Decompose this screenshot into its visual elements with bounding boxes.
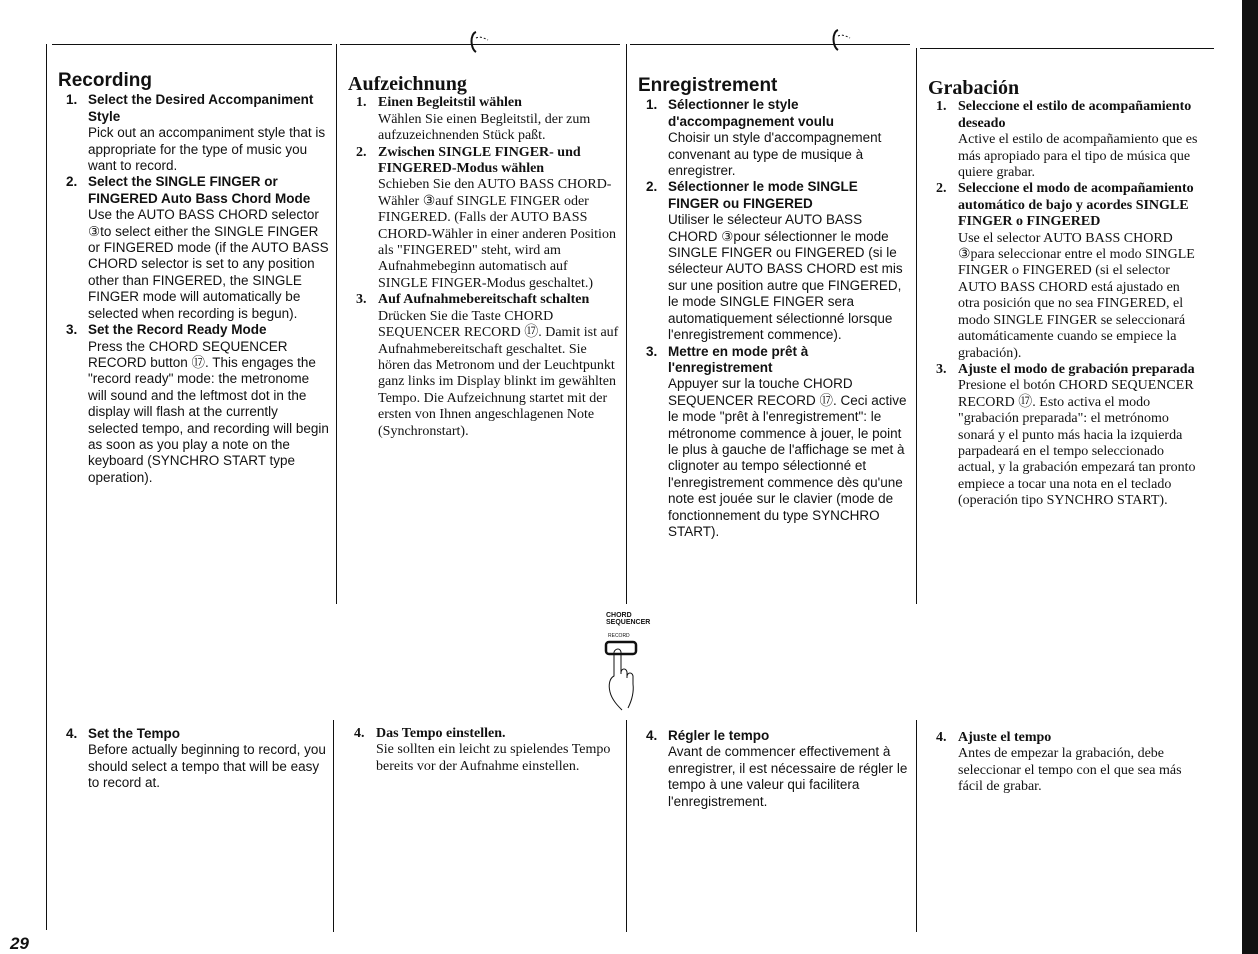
step-title: Seleccione el modo de acompañamiento automático de bajo y acordes SINGLE FINGER o FINGERED xyxy=(958,181,1194,230)
step-body: Avant de commencer effectivement à enregistrer, il est nécessaire de régler le tempo à une valeur qui facilitera l'enregistrement. xyxy=(668,744,908,809)
step-number: 2. xyxy=(356,144,367,160)
step-number: 1. xyxy=(646,97,658,113)
section-heading: Enregistrement xyxy=(638,75,778,96)
step-title: Set the Record Ready Mode xyxy=(88,322,267,338)
step-title: Ajuste el modo de grabación preparada xyxy=(958,361,1195,377)
top-rule-3 xyxy=(630,44,910,45)
vertical-rule-3b xyxy=(626,720,627,932)
list-item xyxy=(928,99,1202,181)
step-body: Pick out an accompaniment style that is appropriate for the type of music you want to record. xyxy=(88,125,326,174)
column-french xyxy=(638,75,912,540)
step-body: Appuyer sur la touche CHORD SEQUENCER RECORD ⑰. Ceci active le mode "prêt à l'enregistrement": le métronome commence à jouer, le point le plus à gauche de l'affichage se met à clignoter au tempo sélectionné et l'enregistrement commence dès qu'une note est jouée sur le clavier (mode de fonctionnement du type SYNCHRO START). xyxy=(668,376,907,539)
list-item xyxy=(928,181,1202,361)
step-number: 4. xyxy=(936,730,947,745)
page-number: 29 xyxy=(10,934,29,953)
step-title: Seleccione el estilo de acompañamiento deseado xyxy=(958,99,1192,131)
list-item xyxy=(928,362,1202,510)
list-item xyxy=(348,95,620,144)
list-item xyxy=(348,292,620,440)
step-body: Sie sollten ein leicht zu spielendes Tempo bereits vor der Aufnahme einstellen. xyxy=(376,742,611,774)
step-body: Presione el botón CHORD SEQUENCER RECORD ⑰. Esto activa el modo "grabación preparada": el metrónomo sonará y el punto más hacia la izquierda parpadeará en el tempo seleccionado actual, y la grabación empezará tan pronto empiece a tocar una nota en el teclado (operación tipo SYNCHRO START). xyxy=(958,378,1196,509)
step-title: Einen Begleitstil wählen xyxy=(378,95,522,111)
vertical-rule-left xyxy=(46,44,47,930)
vertical-rule-4b xyxy=(916,720,917,932)
step-body: Use el selector AUTO BASS CHORD ③para seleccionar entre el modo SINGLE FINGER o FINGERED (si el selector AUTO BASS CHORD está ajustado en otra posición que no sea FINGERED, el modo SINGLE FINGER se seleccionará automáticamente cuando se empiece la grabación). xyxy=(958,230,1195,361)
step-number: 2. xyxy=(646,179,658,195)
list-item xyxy=(58,322,330,486)
steps-list xyxy=(58,92,330,486)
step-number: 3. xyxy=(936,361,947,377)
step-body: Choisir un style d'accompagnement convenant au type de musique à enregistrer. xyxy=(668,130,882,179)
step-number: 3. xyxy=(66,322,78,338)
scan-edge xyxy=(1242,0,1258,954)
tempo-english xyxy=(58,726,330,792)
steps-list xyxy=(348,95,620,440)
step-body: Press the CHORD SEQUENCER RECORD button ⑰. This engages the "record ready" mode: the metronome will sound and the leftmost dot in the display will flash at the currently selected tempo, and recording will begin as soon as you play a note on the keyboard (SYNCHRO START type operation). xyxy=(88,338,329,485)
tempo-german xyxy=(346,726,618,775)
step-title: Das Tempo einstellen. xyxy=(376,726,506,741)
step-title: Auf Aufnahmebereitschaft schalten xyxy=(378,292,590,308)
step-number: 4. xyxy=(66,726,78,741)
step-body: Drücken Sie die Taste CHORD SEQUENCER RECORD ⑰. Damit ist auf Aufnahmebereitschaft geschaltet. Sie hören das Metronom und der Leuchtpunkt ganz links im Display blinkt im gewählten Tempo. Die Aufzeichnung startet mit der ersten von Ihnen angeschlagenen Note (Synchronstart). xyxy=(378,308,619,439)
step-number: 1. xyxy=(356,95,367,111)
vertical-rule-2b xyxy=(333,720,334,932)
top-rule-1 xyxy=(52,44,332,45)
record-label: RECORD xyxy=(608,633,630,639)
list-item xyxy=(638,179,912,343)
step-number: 4. xyxy=(354,726,365,741)
step-number: 4. xyxy=(646,728,658,743)
step-body: Schieben Sie den AUTO BASS CHORD-Wähler ③auf SINGLE FINGER oder FINGERED. (Falls der AUTO BASS CHORD-Wähler in einer anderen Position als "FINGERED" steht, wird am Aufnahmebeginn automatisch auf SINGLE FINGER-Modus geschaltet.) xyxy=(378,177,616,291)
tempo-spanish xyxy=(928,730,1202,796)
chord-label: CHORD xyxy=(606,612,632,619)
list-item xyxy=(346,726,618,775)
step-title: Set the Tempo xyxy=(88,726,181,741)
step-number: 3. xyxy=(356,292,367,308)
step-title: Régler le tempo xyxy=(668,728,770,743)
step-title: Ajuste el tempo xyxy=(958,730,1052,745)
vertical-rule-4 xyxy=(916,48,917,604)
step-title: Select the SINGLE FINGER or FINGERED Auto Bass Chord Mode xyxy=(88,174,311,206)
step-body: Use the AUTO BASS CHORD selector ③to select either the SINGLE FINGER or FINGERED mode (if the AUTO BASS CHORD selector is set to any position other than FINGERED, the SINGLE FINGER mode will automatically be selected when recording is begun). xyxy=(88,207,329,321)
step-title: Sélectionner le style d'accompagnement voulu xyxy=(668,97,834,129)
vertical-rule-2 xyxy=(336,44,337,604)
step-title: Select the Desired Accompaniment Style xyxy=(88,92,314,124)
step-body: Utiliser le sélecteur AUTO BASS CHORD ③pour sélectionner le mode SINGLE FINGER ou FINGERED (si le sélecteur AUTO BASS CHORD est mis sur une position autre que FINGERED, le mode SINGLE FINGER sera automatiquement sélectionné lorsque l'enregistrement commence). xyxy=(668,212,903,343)
step-body: Antes de empezar la grabación, debe seleccionar el tempo con el que sea más fácil de grabar. xyxy=(958,746,1182,795)
step-number: 2. xyxy=(66,174,78,190)
step-body: Wählen Sie einen Begleitstil, der zum aufzuzeichnenden Stück paßt. xyxy=(378,111,591,144)
column-spanish xyxy=(928,77,1202,510)
list-item xyxy=(928,730,1202,796)
list-item xyxy=(58,726,330,792)
hand-pressing-button-icon xyxy=(600,640,650,712)
list-item xyxy=(638,97,912,179)
list-item xyxy=(348,145,620,293)
steps-list xyxy=(58,726,330,792)
steps-list xyxy=(928,730,1202,796)
list-item xyxy=(58,92,330,174)
step-title: Zwischen SINGLE FINGER- und FINGERED-Modus wählen xyxy=(378,144,581,177)
binding-curl-icon-2 xyxy=(824,26,864,54)
vertical-rule-3 xyxy=(626,44,627,604)
step-body: Before actually beginning to record, you should select a tempo that will be easy to record at. xyxy=(88,742,326,791)
column-german xyxy=(348,73,620,440)
binding-curl-icon xyxy=(462,28,502,56)
step-number: 1. xyxy=(936,99,947,115)
steps-list xyxy=(928,99,1202,509)
step-body: Active el estilo de acompañamiento que es más apropiado para el tipo de música que quiere grabar. xyxy=(958,132,1198,181)
step-title: Sélectionner le mode SINGLE FINGER ou FINGERED xyxy=(668,179,858,211)
list-item xyxy=(638,728,912,810)
steps-list xyxy=(638,97,912,540)
section-heading: Aufzeichnung xyxy=(348,73,467,95)
step-number: 1. xyxy=(66,92,78,108)
top-rule-4 xyxy=(920,48,1214,49)
tempo-french xyxy=(638,728,912,810)
list-item xyxy=(58,174,330,322)
step-title: Mettre en mode prêt à l'enregistrement xyxy=(668,343,809,375)
list-item xyxy=(638,344,912,541)
steps-list xyxy=(346,726,618,775)
step-number: 3. xyxy=(646,343,658,359)
steps-list xyxy=(638,728,912,810)
sequencer-label: SEQUENCER xyxy=(606,619,651,626)
section-heading: Grabación xyxy=(928,77,1020,99)
step-number: 2. xyxy=(936,181,947,197)
column-english xyxy=(58,70,330,486)
section-heading: Recording xyxy=(58,70,152,91)
